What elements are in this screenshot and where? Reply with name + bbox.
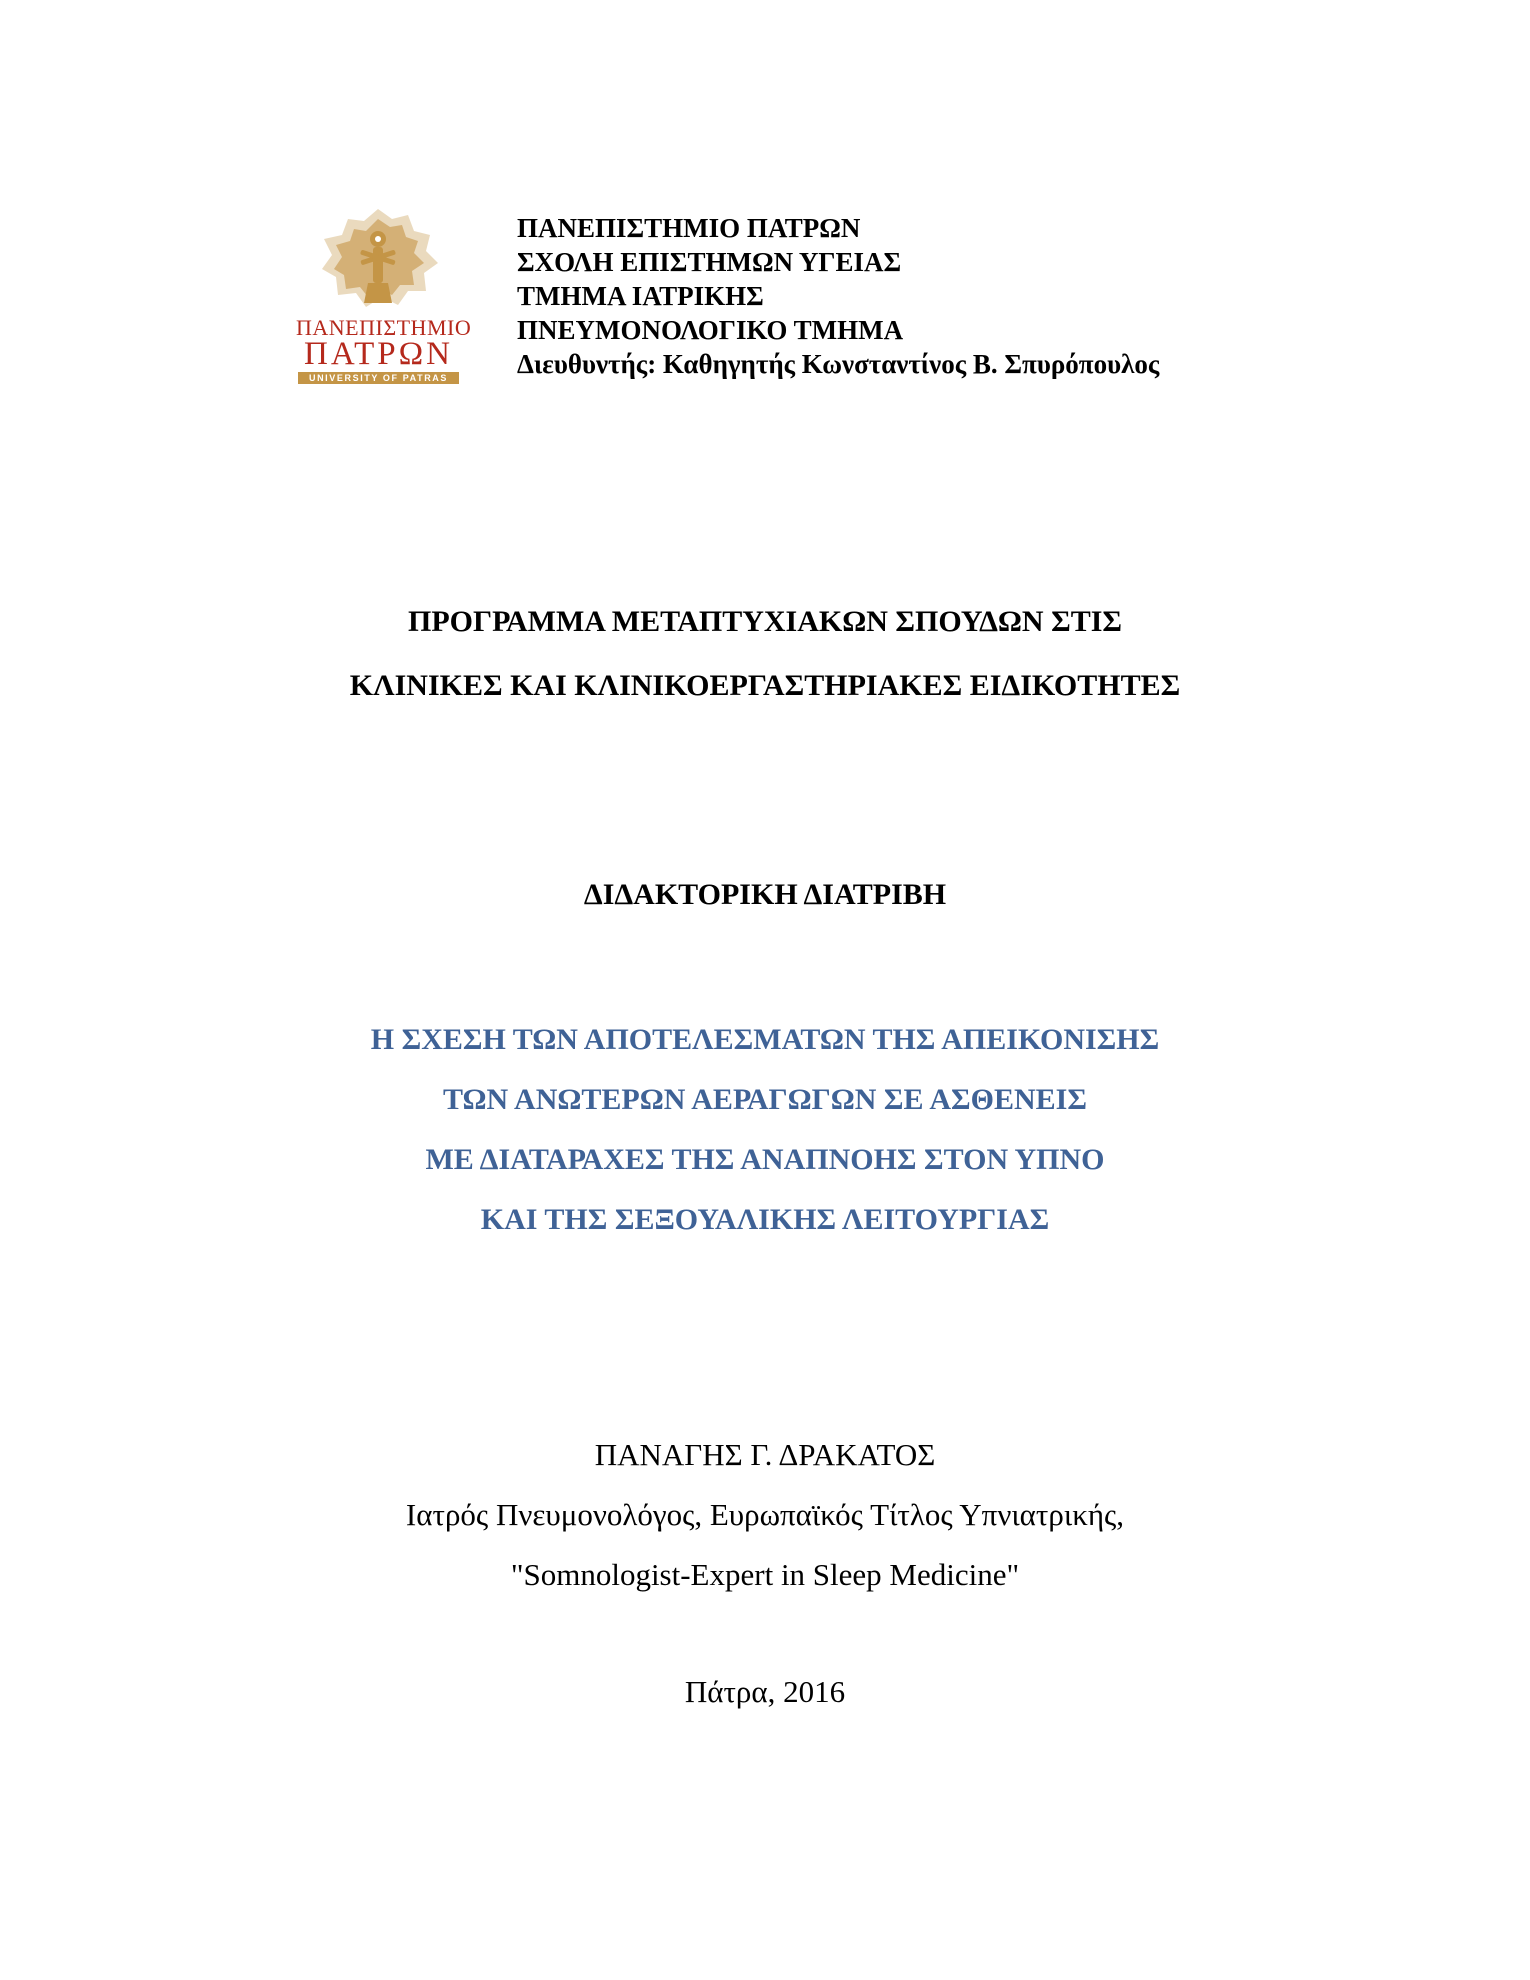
logo-wordmark-line-2: ΠΑΤΡΩΝ (304, 336, 453, 372)
university-name: ΠΑΝΕΠΙΣΤΗΜΙΟ ΠΑΤΡΩΝ (517, 213, 861, 243)
thesis-title-line-2: ΤΩΝ ΑΝΩΤΕΡΩΝ ΑΕΡΑΓΩΓΩΝ ΣΕ ΑΣΘΕΝΕΙΣ (443, 1083, 1087, 1116)
department-name: ΤΜΗΜΑ ΙΑΤΡΙΚΗΣ (517, 281, 764, 311)
institution-header (296, 205, 1296, 385)
programme-title-line-2: ΚΛΙΝΙΚΕΣ ΚΑΙ ΚΛΙΝΙΚΟΕΡΓΑΣΤΗΡΙΑΚΕΣ ΕΙΔΙΚΟΤΗΤΕΣ (349, 669, 1181, 702)
thesis-title-line-1: Η ΣΧΕΣΗ ΤΩΝ ΑΠΟΤΕΛΕΣΜΑΤΩΝ ΤΗΣ ΑΠΕΙΚΟΝΙΣΗΣ (370, 1023, 1160, 1056)
place-and-date: Πάτρα, 2016 (684, 1674, 846, 1709)
director-line: Διευθυντής: Καθηγητής Κωνσταντίνος Β. Σπυρόπουλος (517, 349, 1160, 379)
author-block (0, 1425, 1530, 1605)
saint-andrew-emblem-icon (296, 205, 461, 317)
author-english-title: "Somnologist-Expert in Sleep Medicine" (510, 1557, 1020, 1592)
thesis-title (0, 1010, 1530, 1250)
university-logo (296, 205, 472, 383)
logo-wordmark-line-1: ΠΑΝΕΠΙΣΤΗΜΙΟ (296, 315, 472, 340)
school-name: ΣΧΟΛΗ ΕΠΙΣΤΗΜΩΝ ΥΓΕΙΑΣ (517, 247, 902, 277)
programme-title-line-1: ΠΡΟΓΡΑΜΜΑ ΜΕΤΑΠΤΥΧΙΑΚΩΝ ΣΠΟΥΔΩΝ ΣΤΙΣ (407, 605, 1123, 638)
logo-english-strip: UNIVERSITY OF PATRAS (298, 372, 459, 384)
thesis-title-line-4: ΚΑΙ ΤΗΣ ΣΕΞΟΥΑΛΙΚΗΣ ΛΕΙΤΟΥΡΓΙΑΣ (480, 1203, 1050, 1236)
institution-lines (517, 211, 1297, 381)
programme-title (0, 590, 1530, 718)
author-name: ΠΑΝΑΓΗΣ Γ. ΔΡΑΚΑΤΟΣ (594, 1437, 936, 1472)
thesis-title-line-3: ΜΕ ΔΙΑΤΑΡΑΧΕΣ ΤΗΣ ΑΝΑΠΝΟΗΣ ΣΤΟΝ ΥΠΝΟ (425, 1143, 1105, 1176)
division-name: ΠΝΕΥΜΟΝΟΛΟΓΙΚΟ ΤΜΗΜΑ (517, 315, 904, 345)
document-type: ΔΙΔΑΚΤΟΡΙΚΗ ΔΙΑΤΡΙΒΗ (583, 878, 947, 911)
author-qualification: Ιατρός Πνευμονολόγος, Ευρωπαϊκός Τίτλος Υπνιατρικής, (405, 1497, 1125, 1532)
